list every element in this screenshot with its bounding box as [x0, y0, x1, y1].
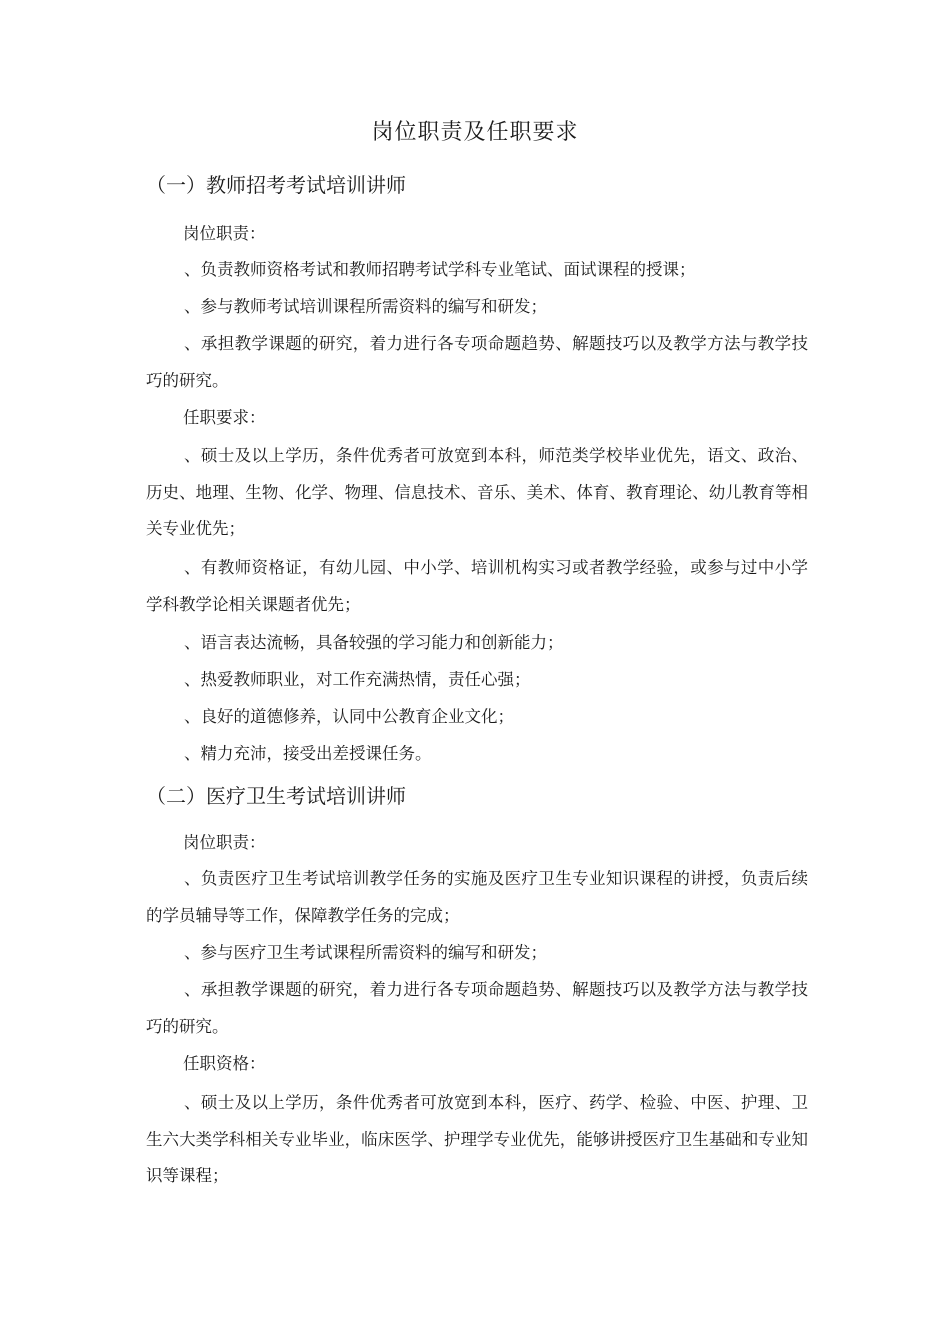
duty-item: 、参与医疗卫生考试课程所需资料的编写和研发；	[184, 943, 547, 962]
document-title: 岗位职责及任职要求	[371, 120, 579, 145]
duties-label: 岗位职责：	[183, 224, 266, 243]
requirement-item: 、有教师资格证，有幼儿园、中小学、培训机构实习或者教学经验，或参与过中小学学科教学论相关课题者优先；	[146, 558, 808, 614]
requirement-item: 、语言表达流畅，具备较强的学习能力和创新能力；	[184, 633, 564, 652]
requirement-item: 、热爱教师职业，对工作充满热情，责任心强；	[184, 670, 531, 689]
duties-label: 岗位职责：	[183, 833, 266, 852]
duty-item: 、负责医疗卫生考试培训教学任务的实施及医疗卫生专业知识课程的讲授，负责后续的学员辅导等工作，保障教学任务的完成；	[146, 869, 808, 925]
duty-item: 、承担教学课题的研究，着力进行各专项命题趋势、解题技巧以及教学方法与教学技巧的研究。	[146, 334, 808, 390]
section-heading-medical: （二）医疗卫生考试培训讲师	[146, 784, 406, 808]
requirement-item: 、精力充沛，接受出差授课任务。	[184, 744, 432, 763]
requirements-label: 任职要求：	[183, 408, 266, 427]
qualifications-label: 任职资格：	[183, 1054, 266, 1073]
duty-item: 、承担教学课题的研究，着力进行各专项命题趋势、解题技巧以及教学方法与教学技巧的研究。	[146, 980, 808, 1036]
section-heading-teacher: （一）教师招考考试培训讲师	[146, 173, 406, 197]
duty-item: 、参与教师考试培训课程所需资料的编写和研发；	[184, 297, 547, 316]
requirement-item: 、硕士及以上学历，条件优秀者可放宽到本科，医疗、药学、检验、中医、护理、卫生六大类学科相关专业毕业，临床医学、护理学专业优先，能够讲授医疗卫生基础和专业知识等课程；	[146, 1093, 808, 1185]
requirement-item: 、硕士及以上学历，条件优秀者可放宽到本科，师范类学校毕业优先，语文、政治、历史、地理、生物、化学、物理、信息技术、音乐、美术、体育、教育理论、幼儿教育等相关专业优先；	[146, 446, 808, 538]
requirement-item: 、良好的道德修养，认同中公教育企业文化；	[184, 707, 514, 726]
duty-item: 、负责教师资格考试和教师招聘考试学科专业笔试、面试课程的授课；	[184, 260, 696, 279]
